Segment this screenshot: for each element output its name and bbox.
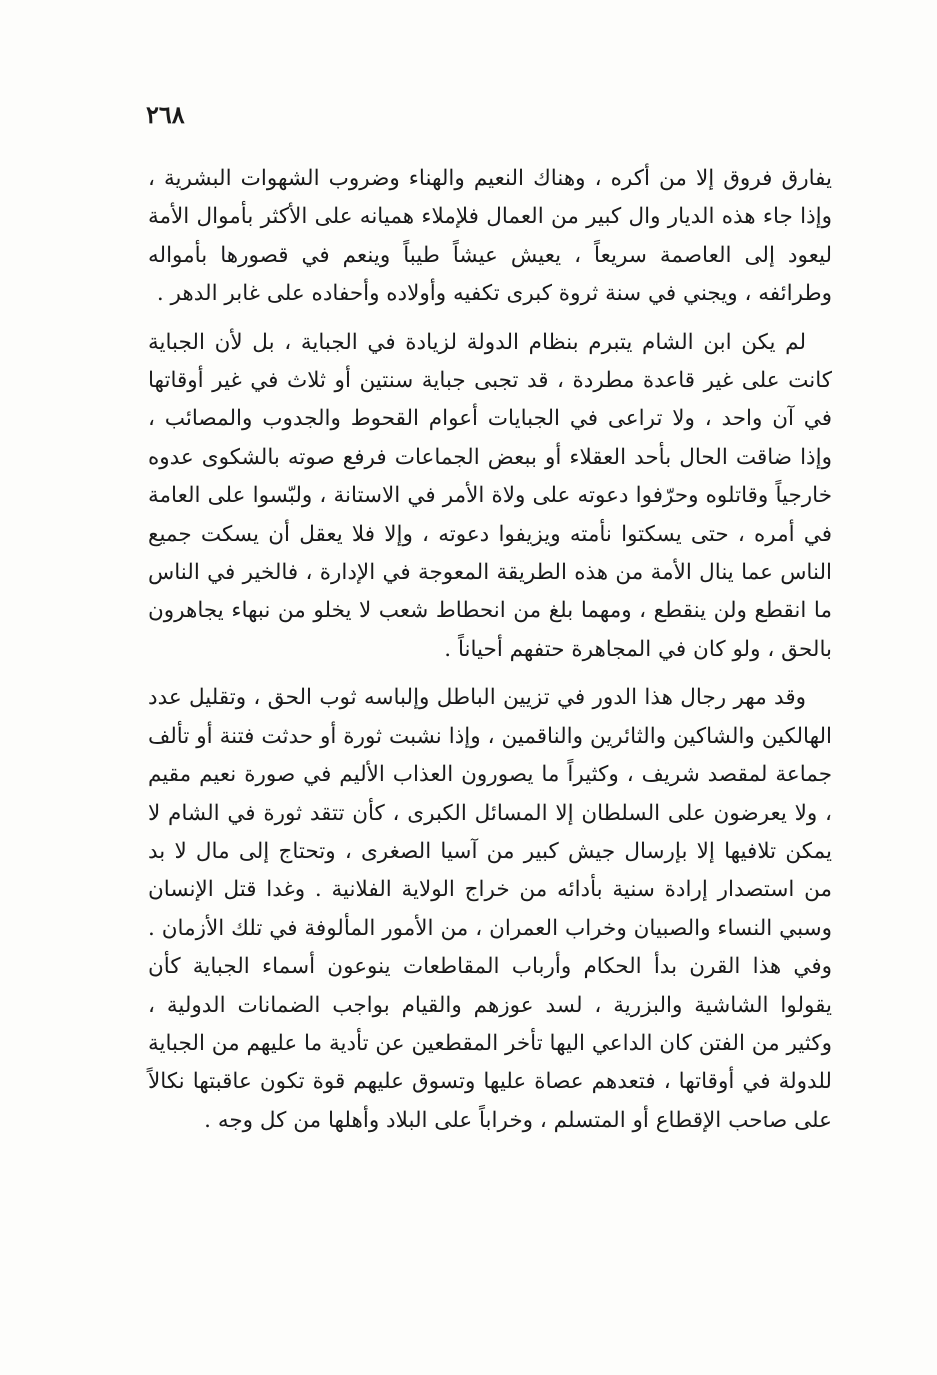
paragraph-3: وقد مهر رجال هذا الدور في تزيين الباطل وإلباسه ثوب الحق ، وتقليل عدد الهالكين والشاكين والثائرين والناقمين ، وإذا نشبت ثورة أو حدثت فتنة أو تألف جماعة لمقصد شريف ، وكثيراً ما يصورون العذاب الأليم في صورة نعيم مقيم ، ولا يعرضون على السلطان إلا المسائل الكبرى ، كأن تتقد ثورة في الشام لا يمكن تلافيها إلا بإرسال جيش كبير من آسيا الصغرى ، وتحتاج إلى مال لا بد من استصدار إرادة سنية بأدائه من خراج الولاية الفلانية . وغدا قتل الإنسان وسبي النساء والصبيان وخراب العمران ، من الأمور المألوفة في تلك الأزمان . وفي هذا القرن بدأ الحكام وأرباب المقاطعات ينوعون أسماء الجباية كأن يقولوا الشاشية والبزرية ، لسد عوزهم والقيام بواجب الضمانات الدولية ، وكثير من الفتن كان الداعي اليها تأخر المقطعين عن تأدية ما عليهم من الجباية للدولة في أوقاتها ، فتعدهم عصاة عليها وتسوق عليهم قوة تكون عاقبتها نكالاً على صاحب الإقطاع أو المتسلم ، وخراباً على البلاد وأهلها من كل وجه . <box>148 685 832 1133</box>
body-text <box>148 160 832 1140</box>
page-number: ٢٦٨ <box>146 100 185 129</box>
paragraph-1: يفارق فروق إلا من أكره ، وهناك النعيم والهناء وضروب الشهوات البشرية ، وإذا جاء هذه الديار وال كبير من العمال فلإملاء هميانه على الأكثر بأموال الأمة ليعود إلى العاصمة سريعاً ، يعيش عيشاً طيباً وينعم في قصورها بأمواله وطرائفه ، ويجني في سنة ثروة كبرى تكفيه وأولاده وأحفاده على غابر الدهر . <box>148 166 832 307</box>
paragraph-2: لم يكن ابن الشام يتبرم بنظام الدولة لزيادة في الجباية ، بل لأن الجباية كانت على غير قاعدة مطردة ، قد تجبى جباية سنتين أو ثلاث في غير أوقاتها في آن واحد ، ولا تراعى في الجبايات أعوام القحوط والجدوب والمصائب ، وإذا ضاقت الحال بأحد العقلاء أو ببعض الجماعات فرفع صوته بالشكوى عدوه خارجياً وقاتلوه وحرّفوا دعوته على ولاة الأمر في الاستانة ، ولبّسوا على العامة في أمره ، حتى يسكتوا نأمته ويزيفوا دعوته ، وإلا فلا يعقل أن يسكت جميع الناس عما ينال الأمة من هذه الطريقة المعوجة في الإدارة ، فالخير في الناس ما انقطع ولن ينقطع ، ومهما بلغ من انحطاط شعب لا يخلو من نبهاء يجاهرون بالحق ، ولو كان في المجاهرة حتفهم أحياناً . <box>148 329 832 662</box>
